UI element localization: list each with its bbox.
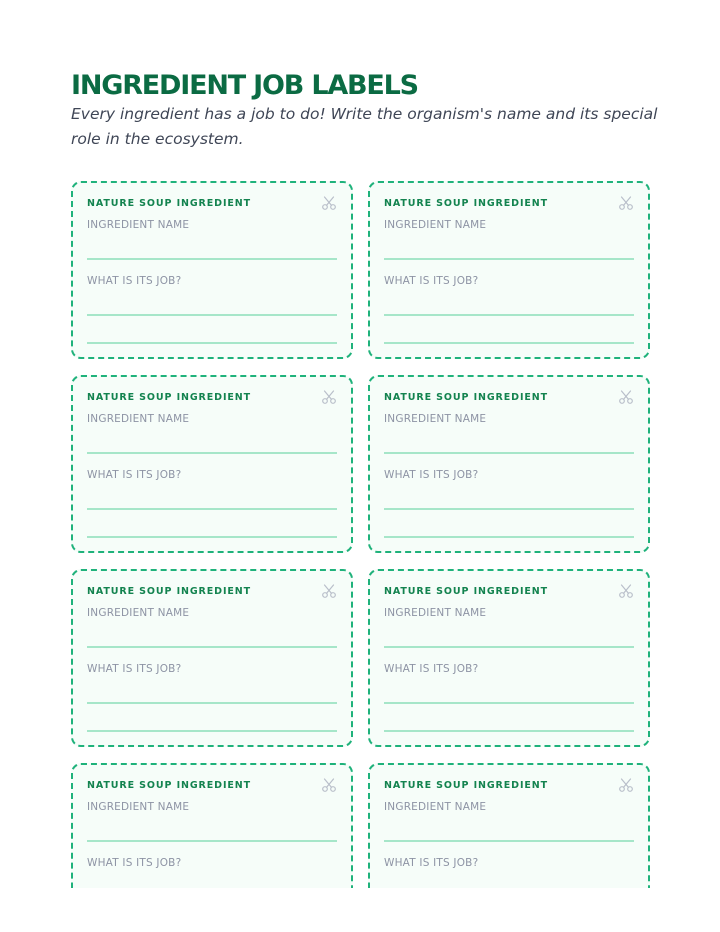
job-label: WHAT IS ITS JOB? xyxy=(384,469,479,481)
ingredient-name-line[interactable] xyxy=(87,840,337,842)
scissors-icon xyxy=(618,389,634,405)
ingredient-name-label: INGREDIENT NAME xyxy=(384,413,487,425)
ingredient-label-card xyxy=(71,181,353,359)
ingredient-label-card xyxy=(71,375,353,553)
card-tag: NATURE SOUP INGREDIENT xyxy=(87,780,252,791)
ingredient-name-label: INGREDIENT NAME xyxy=(87,607,190,619)
ingredient-name-label: INGREDIENT NAME xyxy=(87,219,190,231)
job-line-1[interactable] xyxy=(87,508,337,510)
ingredient-name-line[interactable] xyxy=(384,646,634,648)
card-tag: NATURE SOUP INGREDIENT xyxy=(384,198,549,209)
card-tag: NATURE SOUP INGREDIENT xyxy=(87,198,252,209)
ingredient-name-line[interactable] xyxy=(384,452,634,454)
card-tag: NATURE SOUP INGREDIENT xyxy=(384,586,549,597)
ingredient-name-line[interactable] xyxy=(87,452,337,454)
job-line-2[interactable] xyxy=(87,730,337,732)
scissors-icon xyxy=(618,777,634,793)
job-line-1[interactable] xyxy=(384,508,634,510)
ingredient-name-line[interactable] xyxy=(384,258,634,260)
job-label: WHAT IS ITS JOB? xyxy=(87,663,182,675)
scissors-icon xyxy=(321,583,337,599)
scissors-icon xyxy=(618,583,634,599)
job-line-2[interactable] xyxy=(384,536,634,538)
ingredient-label-card xyxy=(368,569,650,747)
job-line-2[interactable] xyxy=(384,730,634,732)
page-title: INGREDIENT JOB LABELS xyxy=(71,70,418,101)
ingredient-label-card xyxy=(71,569,353,747)
job-line-1[interactable] xyxy=(87,702,337,704)
scissors-icon xyxy=(321,777,337,793)
job-label: WHAT IS ITS JOB? xyxy=(384,275,479,287)
job-label: WHAT IS ITS JOB? xyxy=(87,275,182,287)
job-label: WHAT IS ITS JOB? xyxy=(384,857,479,869)
ingredient-name-label: INGREDIENT NAME xyxy=(384,219,487,231)
job-line-2[interactable] xyxy=(87,536,337,538)
card-tag: NATURE SOUP INGREDIENT xyxy=(384,780,549,791)
ingredient-name-line[interactable] xyxy=(87,646,337,648)
card-tag: NATURE SOUP INGREDIENT xyxy=(384,392,549,403)
page-subtitle: Every ingredient has a job to do! Write the organism's name and its special role in the ecosystem. xyxy=(71,105,658,148)
job-line-1[interactable] xyxy=(87,314,337,316)
ingredient-name-label: INGREDIENT NAME xyxy=(384,801,487,813)
card-tag: NATURE SOUP INGREDIENT xyxy=(87,392,252,403)
ingredient-name-line[interactable] xyxy=(384,840,634,842)
job-line-1[interactable] xyxy=(384,314,634,316)
job-label: WHAT IS ITS JOB? xyxy=(87,469,182,481)
ingredient-label-card xyxy=(368,375,650,553)
scissors-icon xyxy=(321,389,337,405)
scissors-icon xyxy=(618,195,634,211)
ingredient-name-label: INGREDIENT NAME xyxy=(384,607,487,619)
ingredient-name-label: INGREDIENT NAME xyxy=(87,413,190,425)
job-label: WHAT IS ITS JOB? xyxy=(384,663,479,675)
job-line-1[interactable] xyxy=(384,702,634,704)
job-line-2[interactable] xyxy=(384,342,634,344)
ingredient-label-card xyxy=(71,763,353,888)
job-label: WHAT IS ITS JOB? xyxy=(87,857,182,869)
ingredient-name-line[interactable] xyxy=(87,258,337,260)
ingredient-label-card xyxy=(368,763,650,888)
job-line-2[interactable] xyxy=(87,342,337,344)
ingredient-name-label: INGREDIENT NAME xyxy=(87,801,190,813)
ingredient-label-card xyxy=(368,181,650,359)
card-tag: NATURE SOUP INGREDIENT xyxy=(87,586,252,597)
scissors-icon xyxy=(321,195,337,211)
